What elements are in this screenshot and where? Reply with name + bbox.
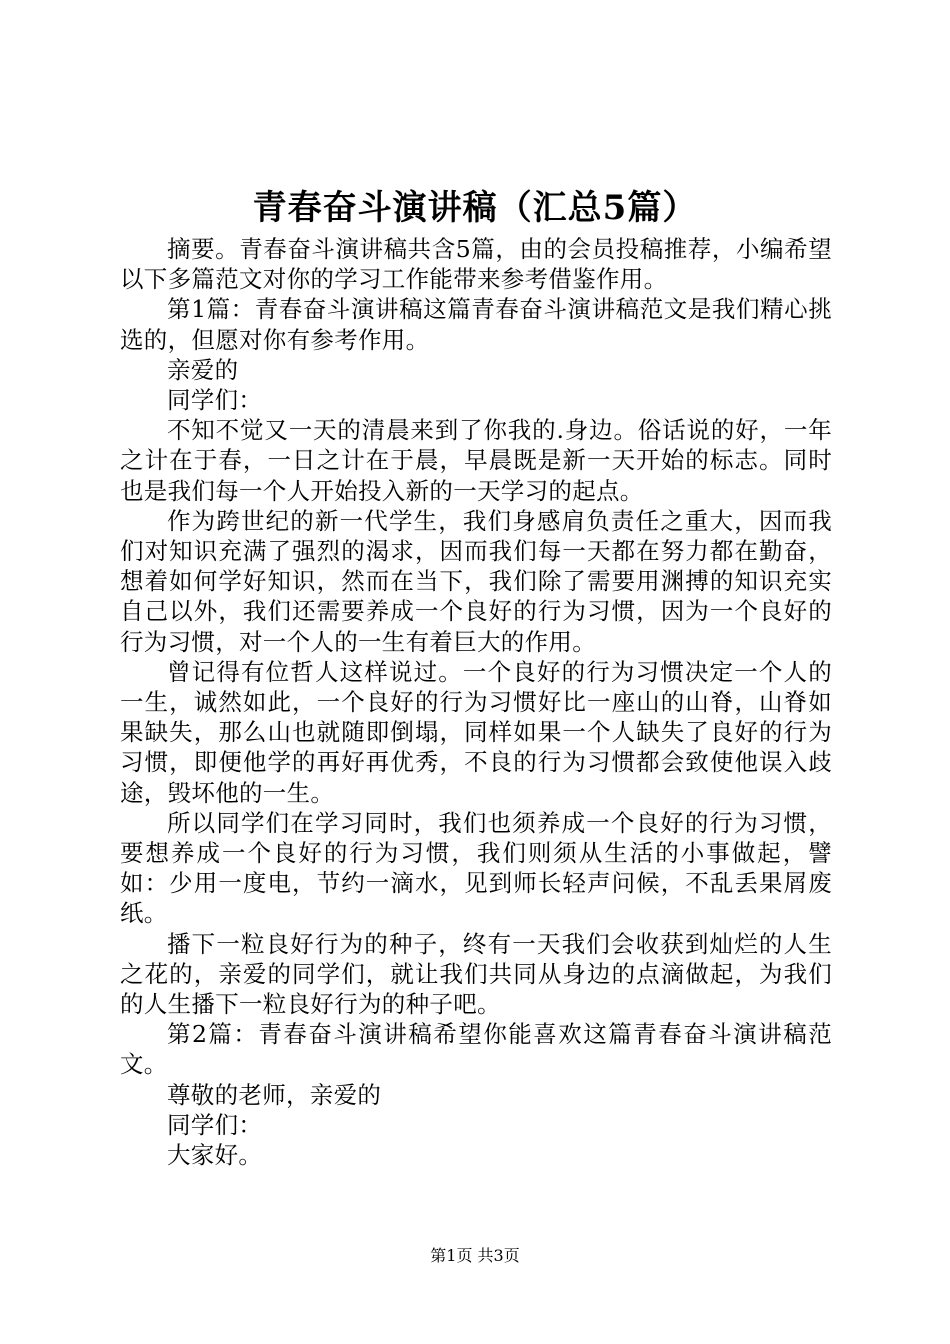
paragraph-body: 播下一粒良好行为的种子，终有一天我们会收获到灿烂的人生之花的，亲爱的同学们，就让我们共同从身边的点滴做起，为我们的人生播下一粒良好行为的种子吧。: [120, 929, 832, 1019]
paragraph-part1-intro: 第1篇：青春奋斗演讲稿这篇青春奋斗演讲稿范文是我们精心挑选的，但愿对你有参考作用。: [120, 295, 832, 354]
paragraph-abstract: 摘要。青春奋斗演讲稿共含5篇，由的会员投稿推荐，小编希望以下多篇范文对你的学习工作能带来参考借鉴作用。: [120, 235, 832, 294]
paragraph-body: 作为跨世纪的新一代学生，我们身感肩负责任之重大，因而我们对知识充满了强烈的渴求，因而我们每一天都在努力都在勤奋，想着如何学好知识，然而在当下，我们除了需要用渊搏的知识充实自己以外，我们还需要养成一个良好的行为习惯，因为一个良好的行为习惯，对一个人的一生有着巨大的作用。: [120, 506, 832, 656]
paragraph-greeting: 大家好。: [167, 1141, 263, 1170]
paragraph-salutation: 亲爱的: [167, 355, 239, 384]
paragraph-salutation-students: 同学们：: [167, 386, 263, 415]
paragraph-salutation: 尊敬的老师，亲爱的: [167, 1080, 382, 1109]
page-footer: 第1页 共3页: [430, 1246, 520, 1265]
paragraph-part2-intro: 第2篇：青春奋斗演讲稿希望你能喜欢这篇青春奋斗演讲稿范文。: [120, 1020, 832, 1079]
paragraph-salutation-students: 同学们：: [167, 1110, 263, 1139]
paragraph-body: 不知不觉又一天的清晨来到了你我的.身边。俗话说的好，一年之计在于春，一日之计在于晨，早晨既是新一天开始的标志。同时也是我们每一个人开始投入新的一天学习的起点。: [120, 416, 832, 505]
paragraph-body: 所以同学们在学习同时，我们也须养成一个良好的行为习惯，要想养成一个良好的行为习惯，我们则须从生活的小事做起，譬如：少用一度电，节约一滴水，见到师长轻声问候，不乱丢果屑废纸。: [120, 808, 832, 928]
document-body: [120, 234, 832, 1170]
document-title: 青春奋斗演讲稿（汇总5篇）: [252, 188, 698, 228]
paragraph-body: 曾记得有位哲人这样说过。一个良好的行为习惯决定一个人的一生，诚然如此，一个良好的行为习惯好比一座山的山脊，山脊如果缺失，那么山也就随即倒塌，同样如果一个人缺失了良好的行为习惯，即便他学的再好再优秀，不良的行为习惯都会致使他误入歧途，毁坏他的一生。: [120, 657, 832, 807]
